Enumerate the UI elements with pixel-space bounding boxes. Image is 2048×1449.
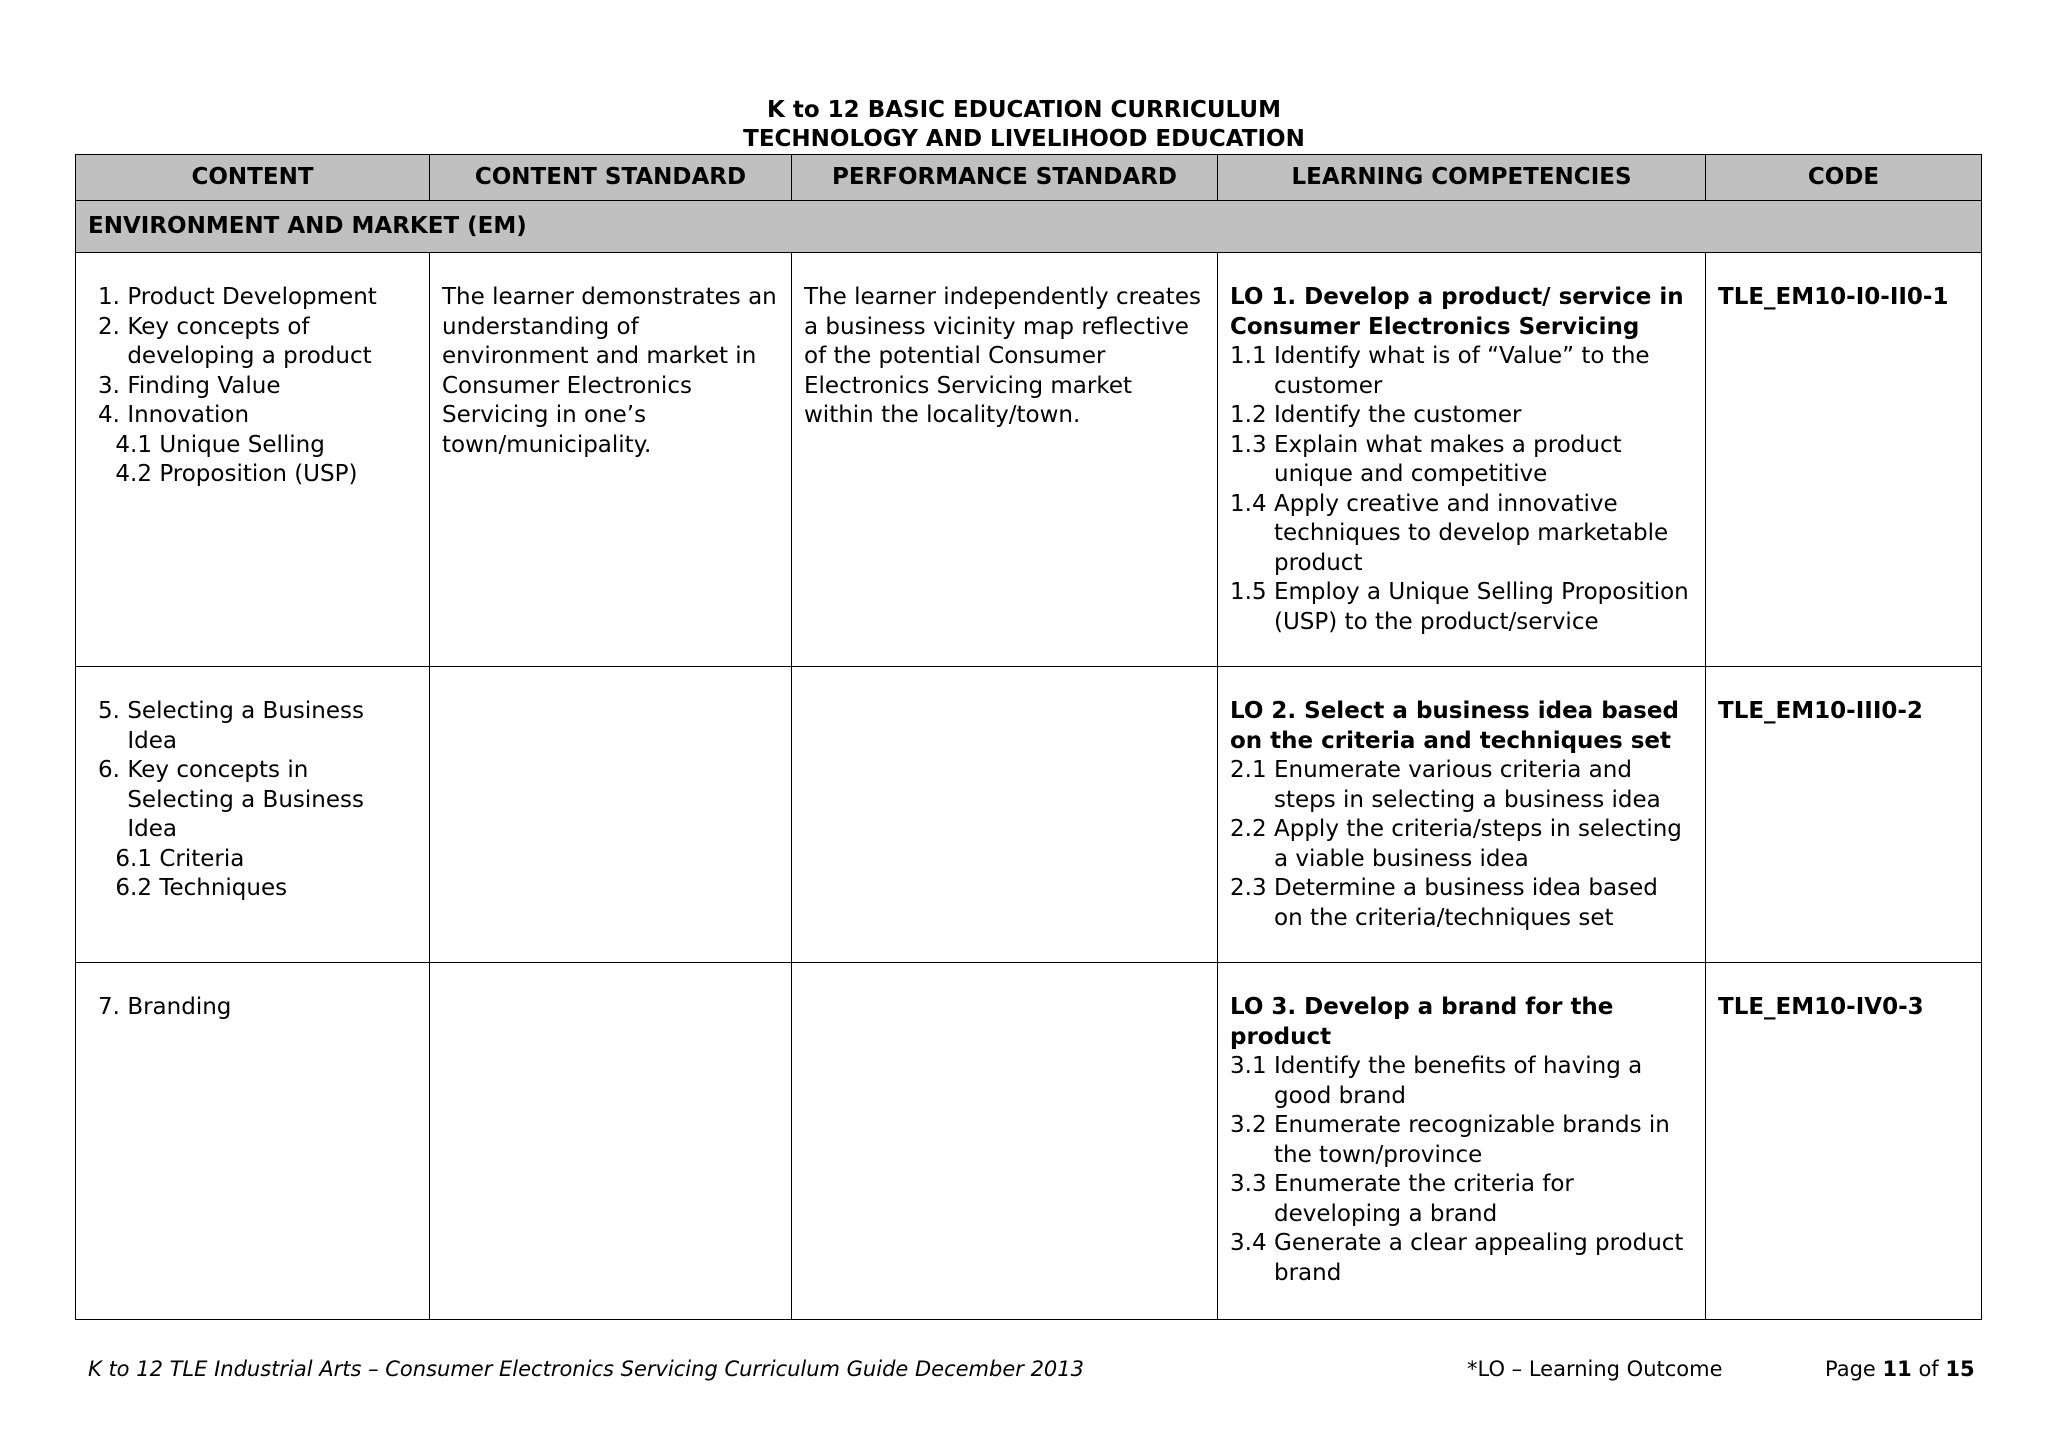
list-item: 1.4 Apply creative and innovative techniques to develop marketable product — [1230, 490, 1669, 576]
page-current: 11 — [1882, 1357, 1912, 1381]
learning-outcome: LO 3. Develop a brand for the product — [1230, 994, 1614, 1050]
competency-list — [1230, 1052, 1693, 1288]
content-list — [88, 697, 417, 904]
content-standard-text — [430, 963, 791, 993]
content-list — [88, 283, 417, 490]
table-row — [76, 253, 1982, 667]
list-item: 7. Branding — [98, 994, 232, 1020]
section-title: ENVIRONMENT AND MARKET (EM) — [76, 201, 1982, 253]
list-item: 6. Key concepts in Selecting a Business Idea — [98, 757, 364, 842]
competency-code: TLE_EM10-III0-2 — [1718, 698, 1923, 724]
list-item: 2.2 Apply the criteria/steps in selecting a viable business idea — [1230, 816, 1682, 872]
curriculum-title: K to 12 BASIC EDUCATION CURRICULUM — [767, 97, 1281, 123]
page-number — [1825, 1355, 1975, 1383]
subject-title: TECHNOLOGY AND LIVELIHOOD EDUCATION — [743, 126, 1305, 152]
content-cell — [76, 667, 430, 963]
competency-list — [1230, 756, 1693, 933]
footer-lo-note: *LO – Learning Outcome — [1467, 1357, 1723, 1381]
content-standard-text: The learner demonstrates an understanding of environment and market in Consumer Electronics Servicing in one’s town/municipality. — [442, 284, 777, 458]
content-standard-cell — [430, 253, 792, 667]
content-standard-cell — [430, 667, 792, 963]
code-cell — [1706, 963, 1982, 1320]
performance-standard-text — [792, 963, 1217, 993]
competencies-cell — [1218, 253, 1706, 667]
list-item: 6.1 Criteria — [115, 845, 245, 872]
list-item: 2.3 Determine a business idea based on the criteria/techniques set — [1230, 875, 1658, 931]
content-list — [88, 993, 417, 1023]
learning-outcome: LO 1. Develop a product/ service in Consumer Electronics Servicing — [1230, 284, 1684, 340]
list-item: 3.4 Generate a clear appealing product brand — [1230, 1230, 1684, 1286]
content-standard-text — [430, 667, 791, 697]
footer-guide-title: K to 12 TLE Industrial Arts – Consumer Electronics Servicing Curriculum Guide December 2013 — [88, 1357, 1085, 1381]
competencies-cell — [1218, 667, 1706, 963]
list-item: 4. Innovation — [98, 402, 250, 428]
col-header-content: CONTENT — [76, 155, 430, 201]
list-item: 2. Key concepts of developing a product — [98, 313, 372, 369]
competencies-cell — [1218, 963, 1706, 1320]
code-cell — [1706, 253, 1982, 667]
list-item: 3.3 Enumerate the criteria for developing a brand — [1230, 1171, 1574, 1227]
list-item: 6.2 Techniques — [115, 875, 288, 901]
page-of: of — [1918, 1357, 1939, 1381]
performance-standard-cell — [792, 253, 1218, 667]
list-item: 3.2 Enumerate recognizable brands in the town/province — [1230, 1112, 1670, 1168]
curriculum-table — [75, 154, 1982, 1320]
table-row — [76, 667, 1982, 963]
competency-list — [1230, 342, 1693, 637]
learning-outcome: LO 2. Select a business idea based on the criteria and techniques set — [1230, 698, 1679, 754]
col-header-learning-competencies: LEARNING COMPETENCIES — [1218, 155, 1706, 201]
table-header-row — [76, 155, 1982, 201]
page-prefix: Page — [1825, 1357, 1876, 1381]
col-header-content-standard: CONTENT STANDARD — [430, 155, 792, 201]
code-cell — [1706, 667, 1982, 963]
performance-standard-text: The learner independently creates a business vicinity map reflective of the potential Consumer Electronics Servicing market within the locality/town. — [804, 284, 1201, 428]
performance-standard-text — [792, 667, 1217, 697]
competency-code: TLE_EM10-IV0-3 — [1718, 994, 1924, 1020]
list-item: 2.1 Enumerate various criteria and steps in selecting a business idea — [1230, 757, 1661, 813]
list-item: 1.2 Identify the customer — [1230, 402, 1522, 428]
section-row — [76, 201, 1982, 253]
competency-code: TLE_EM10-I0-II0-1 — [1718, 284, 1949, 310]
table-row — [76, 963, 1982, 1320]
page-total: 15 — [1945, 1357, 1975, 1381]
col-header-code: CODE — [1706, 155, 1982, 201]
col-header-performance-standard: PERFORMANCE STANDARD — [792, 155, 1218, 201]
content-standard-cell — [430, 963, 792, 1320]
list-item: 1.3 Explain what makes a product unique and competitive — [1230, 431, 1622, 487]
list-item: 1.1 Identify what is of “Value” to the customer — [1230, 343, 1650, 399]
content-cell — [76, 963, 430, 1320]
list-item: 3.1 Identify the benefits of having a good brand — [1230, 1053, 1643, 1109]
list-item: 1.5 Employ a Unique Selling Proposition (USP) to the product/service — [1230, 579, 1689, 635]
list-item: 4.2 Proposition (USP) — [115, 461, 358, 487]
list-item: 1. Product Development — [98, 284, 377, 310]
performance-standard-cell — [792, 963, 1218, 1320]
performance-standard-cell — [792, 667, 1218, 963]
list-item: 5. Selecting a Business Idea — [98, 698, 364, 754]
content-cell — [76, 253, 430, 667]
list-item: 4.1 Unique Selling — [115, 431, 325, 458]
list-item: 3. Finding Value — [98, 372, 281, 399]
